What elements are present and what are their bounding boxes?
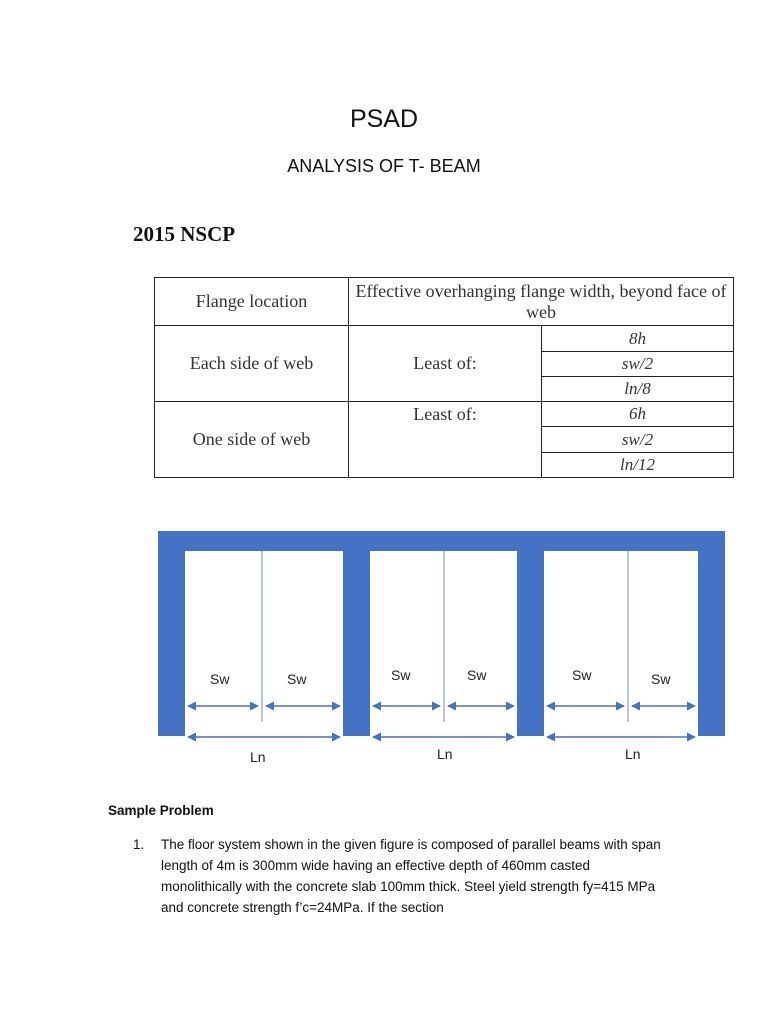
problem-item: [133, 834, 673, 918]
slab: [158, 531, 725, 551]
row-rule-each-side: Least of:: [349, 326, 542, 402]
web-3: [517, 531, 544, 736]
table-header-effective-width: Effective overhanging flange width, beyond face of web: [349, 278, 734, 326]
ln-label: Ln: [250, 749, 266, 765]
sw-label: Sw: [572, 667, 592, 683]
ln-label: Ln: [625, 746, 641, 762]
web-2: [343, 531, 370, 736]
sw-label: Sw: [287, 671, 307, 687]
problem-text: The floor system shown in the given figure is composed of parallel beams with span length of 4m is 300mm wide having an effective depth of 460mm casted monolithically with the concrete slab 100mm thick. Steel yield strength fy=415 MPa and concrete strength f’c=24MPa. If the section: [161, 837, 661, 915]
web-1: [158, 531, 185, 736]
value-sw-half: sw/2: [542, 351, 734, 376]
value-6h: 6h: [542, 402, 734, 427]
table-header-flange-location: Flange location: [155, 278, 349, 326]
value-ln-8: ln/8: [542, 376, 734, 401]
sw-label: Sw: [467, 667, 487, 683]
page-subtitle: ANALYSIS OF T- BEAM: [287, 156, 481, 176]
value-8h: 8h: [542, 326, 734, 351]
page-title: PSAD: [349, 105, 419, 133]
value-sw-half-2: sw/2: [542, 427, 734, 452]
value-ln-12: ln/12: [542, 452, 734, 477]
row-location-one-side: One side of web: [155, 402, 349, 478]
problem-number: 1.: [133, 837, 145, 852]
ln-label: Ln: [437, 746, 453, 762]
sw-label: Sw: [651, 671, 671, 687]
row-location-each-side: Each side of web: [155, 326, 349, 402]
sw-label: Sw: [391, 667, 411, 683]
web-4: [698, 531, 725, 736]
sample-problem-heading: Sample Problem: [108, 803, 214, 818]
row-rule-one-side: Least of:: [349, 402, 542, 478]
sw-label: Sw: [210, 671, 230, 687]
code-label: 2015 NSCP: [133, 222, 236, 246]
